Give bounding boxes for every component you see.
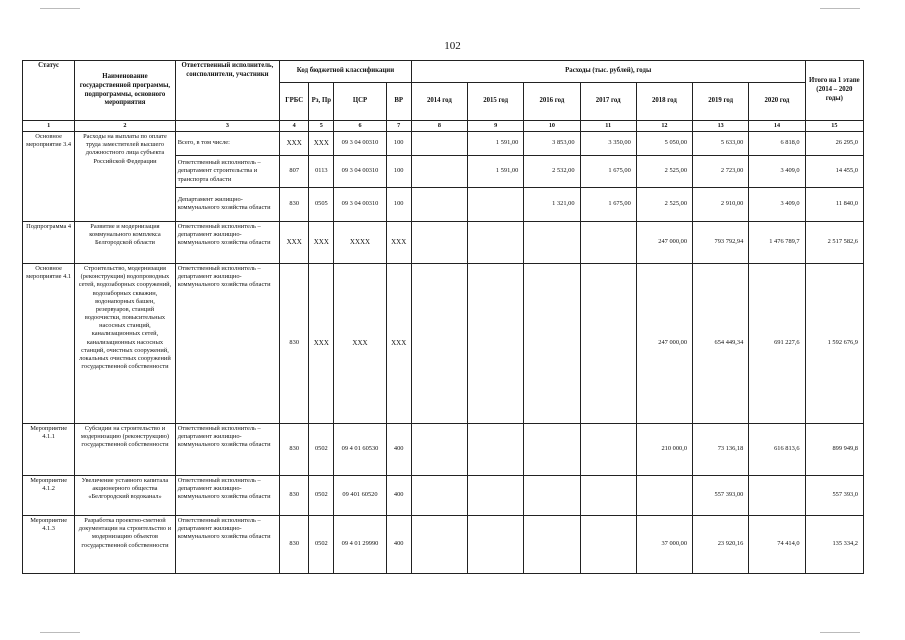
cell-total: 14 455,0 <box>805 155 863 187</box>
cell-2019: 23 920,16 <box>693 515 749 573</box>
col-number: 12 <box>636 121 692 132</box>
cell-2016: 1 321,00 <box>524 187 580 221</box>
cell-2016 <box>524 515 580 573</box>
cell-2016: 3 853,00 <box>524 131 580 155</box>
header-csr: ЦСР <box>334 83 386 121</box>
header-year-2020: 2020 год <box>749 83 805 121</box>
scan-mark-bottom-right <box>820 632 860 633</box>
cell-grbs: 830 <box>280 263 309 423</box>
cell-grbs: 830 <box>280 187 309 221</box>
cell-2017: 3 350,00 <box>580 131 636 155</box>
table-row <box>23 221 864 263</box>
cell-2017: 1 675,00 <box>580 187 636 221</box>
cell-2016 <box>524 475 580 515</box>
header-status: Статус <box>23 61 75 121</box>
cell-2015 <box>468 187 524 221</box>
cell-rz-pr: XXX <box>309 263 334 423</box>
cell-2020: 3 409,0 <box>749 155 805 187</box>
cell-rz-pr: 0502 <box>309 423 334 475</box>
cell-2017 <box>580 263 636 423</box>
col-number: 11 <box>580 121 636 132</box>
cell-vr: XXX <box>386 263 411 423</box>
header-year-2015: 2015 год <box>468 83 524 121</box>
col-number: 7 <box>386 121 411 132</box>
row-name: Расходы на выплаты по оплате труда заместителей высшего должностного лица субъекта Российской Федерации <box>75 131 175 221</box>
header-budget-code: Код бюджетной классификации <box>280 61 412 83</box>
cell-rz-pr: 0502 <box>309 515 334 573</box>
cell-vr: 100 <box>386 131 411 155</box>
cell-rz-pr: 0502 <box>309 475 334 515</box>
scan-mark-bottom-left <box>40 632 80 633</box>
row-executor: Всего, в том числе: <box>175 131 279 155</box>
cell-2015 <box>468 475 524 515</box>
row-name: Развитие и модернизация коммунального комплекса Белгородской области <box>75 221 175 263</box>
cell-2014 <box>411 155 467 187</box>
cell-csr: 09 3 04 00310 <box>334 155 386 187</box>
row-executor: Ответственный исполнитель – департамент жилищно-коммунального хозяйства области <box>175 221 279 263</box>
col-number: 14 <box>749 121 805 132</box>
cell-csr: 09 4 01 29990 <box>334 515 386 573</box>
col-number: 15 <box>805 121 863 132</box>
col-number: 13 <box>693 121 749 132</box>
cell-vr: 400 <box>386 475 411 515</box>
cell-2014 <box>411 423 467 475</box>
row-status: Мероприятие 4.1.1 <box>23 423 75 475</box>
header-year-2017: 2017 год <box>580 83 636 121</box>
cell-total: 1 592 676,9 <box>805 263 863 423</box>
cell-grbs: 830 <box>280 423 309 475</box>
header-grbs: ГРБС <box>280 83 309 121</box>
cell-grbs: 807 <box>280 155 309 187</box>
cell-csr: XXXX <box>334 221 386 263</box>
cell-2020: 74 414,0 <box>749 515 805 573</box>
cell-csr: 09 4 01 60530 <box>334 423 386 475</box>
cell-vr: 100 <box>386 187 411 221</box>
cell-2020: 616 813,6 <box>749 423 805 475</box>
row-status: Основное мероприятие 4.1 <box>23 263 75 423</box>
header-year-2016: 2016 год <box>524 83 580 121</box>
cell-2019: 557 393,00 <box>693 475 749 515</box>
cell-2014 <box>411 475 467 515</box>
cell-total: 135 334,2 <box>805 515 863 573</box>
row-executor: Ответственный исполнитель – департамент жилищно-коммунального хозяйства области <box>175 515 279 573</box>
cell-2017 <box>580 475 636 515</box>
cell-2020: 6 818,0 <box>749 131 805 155</box>
cell-total: 2 517 582,6 <box>805 221 863 263</box>
cell-csr: 09 401 60520 <box>334 475 386 515</box>
cell-vr: XXX <box>386 221 411 263</box>
expenses-table <box>22 60 864 574</box>
cell-2014 <box>411 187 467 221</box>
cell-vr: 400 <box>386 423 411 475</box>
cell-2015 <box>468 221 524 263</box>
cell-rz-pr: 0505 <box>309 187 334 221</box>
cell-2015 <box>468 515 524 573</box>
cell-2017 <box>580 221 636 263</box>
col-number: 2 <box>75 121 175 132</box>
cell-rz-pr: XXX <box>309 131 334 155</box>
cell-2019: 73 136,18 <box>693 423 749 475</box>
col-number: 9 <box>468 121 524 132</box>
cell-grbs: 830 <box>280 475 309 515</box>
cell-2014 <box>411 515 467 573</box>
cell-total: 899 949,8 <box>805 423 863 475</box>
cell-vr: 100 <box>386 155 411 187</box>
cell-grbs: XXX <box>280 131 309 155</box>
row-status: Мероприятие 4.1.3 <box>23 515 75 573</box>
cell-grbs: XXX <box>280 221 309 263</box>
header-year-2014: 2014 год <box>411 83 467 121</box>
header-year-2018: 2018 год <box>636 83 692 121</box>
scan-mark-top-right <box>820 8 860 9</box>
header-row-top <box>23 61 864 83</box>
table-row <box>23 423 864 475</box>
row-executor: Ответственный исполнитель – департамент жилищно-коммунального хозяйства области <box>175 263 279 423</box>
header-rz-pr: Рз, Пр <box>309 83 334 121</box>
cell-2017: 1 675,00 <box>580 155 636 187</box>
cell-2014 <box>411 263 467 423</box>
col-number: 1 <box>23 121 75 132</box>
cell-2020: 1 476 789,7 <box>749 221 805 263</box>
cell-2017 <box>580 515 636 573</box>
header-total: Итого на 1 этапе (2014 – 2020 годы) <box>805 61 863 121</box>
cell-2020: 3 409,0 <box>749 187 805 221</box>
cell-2016: 2 532,00 <box>524 155 580 187</box>
col-number: 10 <box>524 121 580 132</box>
header-year-2019: 2019 год <box>693 83 749 121</box>
row-status: Основное мероприятие 3.4 <box>23 131 75 221</box>
cell-2020: 691 227,6 <box>749 263 805 423</box>
column-number-row <box>23 121 864 132</box>
row-status: Подпрограмма 4 <box>23 221 75 263</box>
cell-grbs: 830 <box>280 515 309 573</box>
header-vr: ВР <box>386 83 411 121</box>
cell-rz-pr: 0113 <box>309 155 334 187</box>
cell-2014 <box>411 221 467 263</box>
cell-2018 <box>636 475 692 515</box>
cell-csr: 09 3 04 00310 <box>334 187 386 221</box>
col-number: 3 <box>175 121 279 132</box>
header-executor: Ответственный исполнитель, соисполнители, участники <box>175 61 279 121</box>
cell-2020 <box>749 475 805 515</box>
row-executor: Департамент жилищно-коммунального хозяйства области <box>175 187 279 221</box>
table-row <box>23 131 864 155</box>
cell-total: 11 840,0 <box>805 187 863 221</box>
cell-2015: 1 591,00 <box>468 131 524 155</box>
cell-2018: 2 525,00 <box>636 155 692 187</box>
cell-2019: 5 633,00 <box>693 131 749 155</box>
cell-vr: 400 <box>386 515 411 573</box>
cell-2017 <box>580 423 636 475</box>
header-expenses: Расходы (тыс. рублей), годы <box>411 61 805 83</box>
row-name: Субсидии на строительство и модернизацию (реконструкцию) государственной собственности <box>75 423 175 475</box>
cell-2015 <box>468 263 524 423</box>
cell-2015: 1 591,00 <box>468 155 524 187</box>
table-row <box>23 475 864 515</box>
table-row <box>23 263 864 423</box>
cell-2018: 210 000,0 <box>636 423 692 475</box>
cell-rz-pr: XXX <box>309 221 334 263</box>
cell-total: 26 295,0 <box>805 131 863 155</box>
row-name: Увеличение уставного капитала акционерного общества «Белгородский водоканал» <box>75 475 175 515</box>
cell-csr: XXX <box>334 263 386 423</box>
col-number: 5 <box>309 121 334 132</box>
cell-2019: 2 910,00 <box>693 187 749 221</box>
table-row <box>23 515 864 573</box>
col-number: 8 <box>411 121 467 132</box>
col-number: 6 <box>334 121 386 132</box>
page-number: 102 <box>444 40 461 52</box>
row-executor: Ответственный исполнитель – департамент жилищно-коммунального хозяйства области <box>175 423 279 475</box>
cell-2018: 37 000,00 <box>636 515 692 573</box>
header-name: Наименование государственной программы, подпрограммы, основного мероприятия <box>75 61 175 121</box>
cell-2018: 2 525,00 <box>636 187 692 221</box>
cell-2019: 654 449,34 <box>693 263 749 423</box>
cell-2019: 2 723,00 <box>693 155 749 187</box>
cell-2016 <box>524 221 580 263</box>
cell-csr: 09 3 04 00310 <box>334 131 386 155</box>
cell-2014 <box>411 131 467 155</box>
row-executor: Ответственный исполнитель – департамент жилищно-коммунального хозяйства области <box>175 475 279 515</box>
row-name: Строительство, модернизация (реконструкция) водопроводных сетей, водозаборных сооружений, водозаборных скважин, водонапорных башен, резервуаров, станций водоочистки, повысительных насосных станций, канализационных сетей, канализационных насосных станций, очистных сооружений, локальных очистных сооружений государственной собственности <box>75 263 175 423</box>
cell-2016 <box>524 423 580 475</box>
cell-total: 557 393,0 <box>805 475 863 515</box>
cell-2016 <box>524 263 580 423</box>
cell-2019: 793 792,94 <box>693 221 749 263</box>
cell-2018: 247 000,00 <box>636 263 692 423</box>
row-name: Разработка проектно-сметной документации на строительство и модернизацию объектов государственной собственности <box>75 515 175 573</box>
cell-2018: 5 050,00 <box>636 131 692 155</box>
row-status: Мероприятие 4.1.2 <box>23 475 75 515</box>
col-number: 4 <box>280 121 309 132</box>
scan-mark-top-left <box>40 8 80 9</box>
row-executor: Ответственный исполнитель – департамент строительства и транспорта области <box>175 155 279 187</box>
cell-2015 <box>468 423 524 475</box>
cell-2018: 247 000,00 <box>636 221 692 263</box>
